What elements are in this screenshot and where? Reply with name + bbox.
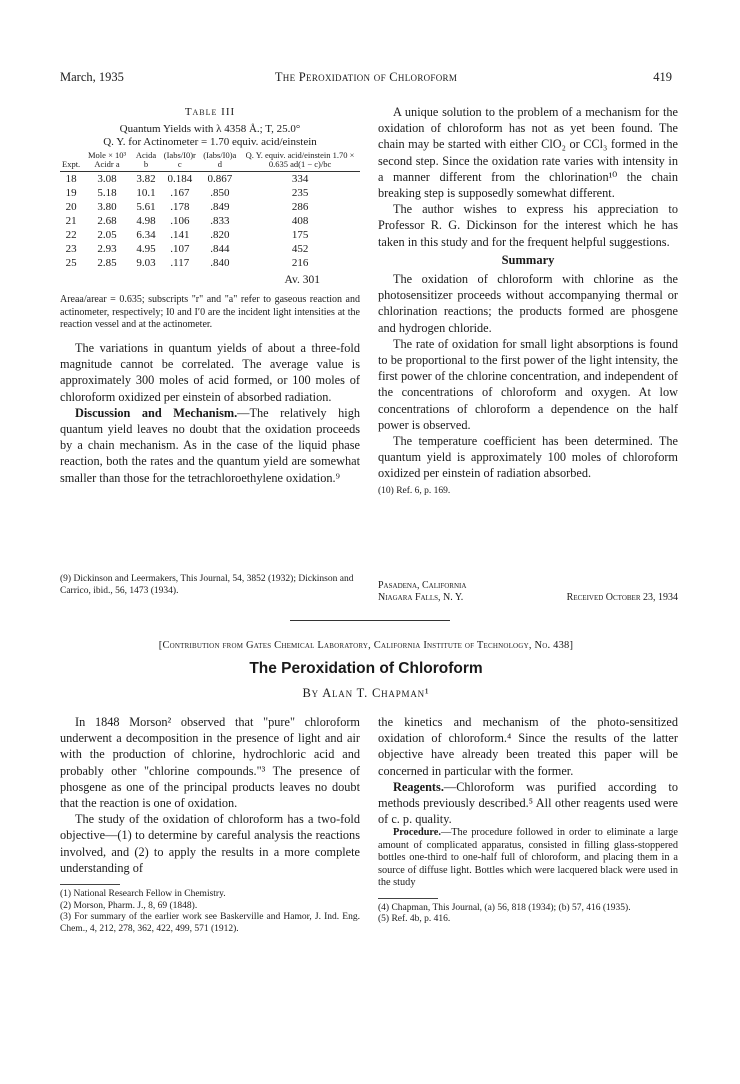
article-title: The Peroxidation of Chloroform	[249, 660, 483, 677]
table-cell: .844	[210, 243, 230, 256]
paragraph-variations: The variations in quantum yields of about a three-fold magnitude cannot be correlated. The average value is approximately 300 moles of acid formed, or 100 moles of chloroform oxidized per einstein of absorbed radiation.	[60, 340, 360, 404]
table-cell: .840	[210, 257, 230, 270]
table-cell: .850	[210, 187, 230, 200]
col-header-iabs-a: (Iabs/I0)a d	[203, 150, 237, 170]
table-cell: 235	[291, 187, 309, 200]
table-cell: .106	[170, 215, 190, 228]
table-cell: .141	[170, 229, 190, 242]
table-title: Table III	[184, 106, 236, 118]
table-cell: .167	[170, 187, 190, 200]
table-cell: 19	[65, 187, 77, 200]
reagents-text: —Chloroform was purified according to methods previously described.⁵ All other reagents used were of c. p. quality.	[378, 779, 678, 827]
table-cell: 10.1	[136, 187, 156, 200]
intro-paragraph-1: In 1848 Morson² observed that "pure" chloroform underwent a decomposition in the presence of light and air with the production of chlorine, hydrochloric acid and probably other "chlorine compounds."³ The presence of phosgene as one of the principal products leaves no doubt that the reaction is one of oxidation.	[60, 715, 360, 811]
footnote-rule	[60, 884, 120, 885]
table-cell: .178	[170, 201, 190, 214]
table-cell: 2.85	[97, 257, 117, 270]
table-cell: .849	[210, 201, 230, 214]
summary-heading: Summary	[501, 252, 555, 267]
table-subtitle-2: Q. Y. for Actinometer = 1.70 equiv. acid/einstein	[103, 136, 317, 149]
table-cell: 3.82	[136, 173, 156, 186]
table-cell: 9.03	[136, 257, 156, 270]
table-row	[60, 228, 360, 242]
summary-paragraph-1: The oxidation of chloroform with chlorine as the photosensitizer proceeds without accompanying thermal or chlorination reactions; the products formed are phosgene and hydrogen chloride.	[378, 272, 678, 335]
table-cell: 334	[291, 173, 309, 186]
footnote-3: (3) For summary of the earlier work see Baskerville and Hamor, J. Ind. Eng. Chem., 4, 212, 278, 362, 422, 499, 571 (1912).	[60, 912, 360, 934]
table-cell: 21	[65, 215, 77, 228]
table-cell: 2.05	[97, 229, 117, 242]
quantum-yield-table	[60, 151, 360, 270]
col-header-qy: Q. Y. equiv. acid/einstein 1.70 × 0.635 ad(1 − c)/bc	[245, 150, 355, 170]
table-cell: 6.34	[136, 229, 156, 242]
table-cell: 20	[65, 201, 77, 214]
table-subtitle: Quantum Yields with λ 4358 Å.; T, 25.0°	[119, 123, 301, 136]
table-cell: 175	[291, 229, 309, 242]
table-cell: 5.18	[97, 187, 117, 200]
header-date: March, 1935	[60, 70, 124, 84]
table-header-row	[60, 151, 360, 172]
table-row	[60, 200, 360, 214]
table-cell: 18	[65, 173, 77, 186]
table-row	[60, 214, 360, 228]
table-cell: 452	[291, 243, 309, 256]
place-niagara: Niagara Falls, N. Y.	[378, 592, 464, 603]
table-cell: 23	[65, 243, 77, 256]
table-cell: 25	[65, 257, 77, 270]
table-cell: 2.93	[97, 243, 117, 256]
table-body	[60, 172, 360, 271]
table-row	[60, 256, 360, 270]
table-cell: 2.68	[97, 215, 117, 228]
col-header-acid-a: Acida b	[135, 150, 157, 170]
byline: By Alan T. Chapman¹	[302, 686, 430, 700]
procedure-text: —The procedure followed in order to eliminate a large amount of complicated apparatus, consisted in filling glass-stoppered bottles one-third to one-half full of chloroform, and placing them in a source of diffuse light. Bottles which were lacquered black were used in the study	[378, 827, 678, 889]
paragraph-discussion	[60, 405, 360, 486]
table-cell: .117	[170, 257, 190, 270]
page-number: 419	[653, 70, 672, 84]
footnotes-top-left	[60, 574, 360, 597]
article-divider	[290, 620, 450, 621]
table-note: Areaa/arear = 0.635; subscripts "r" and "a" refer to gaseous reaction and actinometer, respectively; I0 and I′0 are the incident light intensities at the reaction vessel and at the actinometer.	[60, 294, 360, 331]
table-row	[60, 172, 360, 187]
left-column	[60, 104, 360, 486]
footnote-2: (2) Morson, Pharm. J., 8, 69 (1848).	[60, 900, 198, 911]
col-header-acid-r: Mole × 10³ Acidr a	[88, 150, 127, 170]
summary-paragraph-3: The temperature coefficient has been determined. The quantum yield is approximately 100 moles of chloroform oxidized per einstein of radiation absorbed.	[378, 434, 678, 481]
table-row	[60, 242, 360, 256]
contribution-line: [Contribution from Gates Chemical Laboratory, California Institute of Technology, No. 438]	[158, 640, 574, 651]
intro-paragraph-2: The study of the oxidation of chloroform has a two-fold objective—(1) to determine by careful analysis the reactions involved, and (2) to apply the results in a more complete understanding of	[60, 812, 360, 875]
section-heading-procedure: Procedure.	[393, 827, 441, 839]
table-row	[60, 186, 360, 200]
table-cell: 216	[291, 257, 309, 270]
paragraph-mechanism: A unique solution to the problem of a mechanism for the oxidation of chloroform has not as yet been found. The chain may be started with either ClO₂ or CCl₃ formed in the second step. Since the oxidation rate varies with intensity in a manner different from the chlorination¹⁰ the chain breaking step is supposedly somewhat different.	[378, 105, 678, 201]
table-cell: 286	[291, 201, 309, 214]
table-cell: 4.95	[136, 243, 156, 256]
table-cell: 22	[65, 229, 77, 242]
summary-paragraph-2: The rate of oxidation for small light absorptions is found to be proportional to the first power of the light intensity, the first power of the chlorine concentration, and independent of the concentrations of chloroform and oxygen. At low concentrations of chloroform a dependence on the half power is observed.	[378, 336, 678, 432]
signoff	[378, 580, 678, 604]
table-cell: 4.98	[136, 215, 156, 228]
col-header-iabs-r: (Iabs/I0)r c	[163, 150, 196, 170]
table-cell: 0.184	[167, 173, 193, 186]
bottom-right-column	[378, 714, 678, 926]
table-cell: .107	[170, 243, 190, 256]
table-cell: 5.61	[136, 201, 156, 214]
header-title: The Peroxidation of Chloroform	[274, 70, 458, 84]
footnote-5: (5) Ref. 4b, p. 416.	[378, 914, 451, 925]
section-heading-discussion: Discussion and Mechanism.	[75, 405, 238, 420]
table-average: Av. 301	[284, 274, 320, 287]
col-header-expt: Expt.	[62, 159, 81, 170]
right-column	[378, 104, 678, 497]
table-cell: 408	[291, 215, 309, 228]
discussion-text: —The relatively high quantum yield leaves no doubt that the oxidation proceeds by a chain mechanism. As in the case of the liquid phase reaction, both the rates and the quantum yield are somewhat smaller than those for the tetrachloroethylene oxidation.⁹	[60, 405, 360, 485]
table-cell: .820	[210, 229, 230, 242]
bottom-left-column	[60, 714, 360, 935]
paragraph-acknowledgment: The author wishes to express his appreciation to Professor R. G. Dickinson for the interest which he has taken in this study and for the frequent helpful suggestions.	[378, 202, 678, 249]
paragraph-procedure	[378, 827, 678, 890]
table-cell: 3.80	[97, 201, 117, 214]
paragraph-reagents	[378, 779, 678, 828]
table-cell: 0.867	[207, 173, 233, 186]
running-header	[60, 70, 672, 86]
footnote-1: (1) National Research Fellow in Chemistry.	[60, 889, 226, 900]
received-date: Received October 23, 1934	[566, 592, 678, 603]
footnote-4: (4) Chapman, This Journal, (a) 56, 818 (1934); (b) 57, 416 (1935).	[378, 902, 631, 913]
footnote-10: (10) Ref. 6, p. 169.	[378, 485, 451, 496]
table-cell: .833	[210, 215, 230, 228]
section-heading-reagents: Reagents.	[393, 779, 444, 794]
continuation-paragraph: the kinetics and mechanism of the photo-sensitized oxidation of chloroform.⁴ Since the results of the latter objective have already been treated this paper will be concerned in particular with the former.	[378, 715, 678, 778]
footnote-9: (9) Dickinson and Leermakers, This Journal, 54, 3852 (1932); Dickinson and Carrico, ibid., 56, 1473 (1934).	[60, 574, 354, 596]
table-cell: 3.08	[97, 173, 117, 186]
footnote-rule-right	[378, 898, 438, 899]
place-pasadena: Pasadena, California	[378, 580, 467, 591]
